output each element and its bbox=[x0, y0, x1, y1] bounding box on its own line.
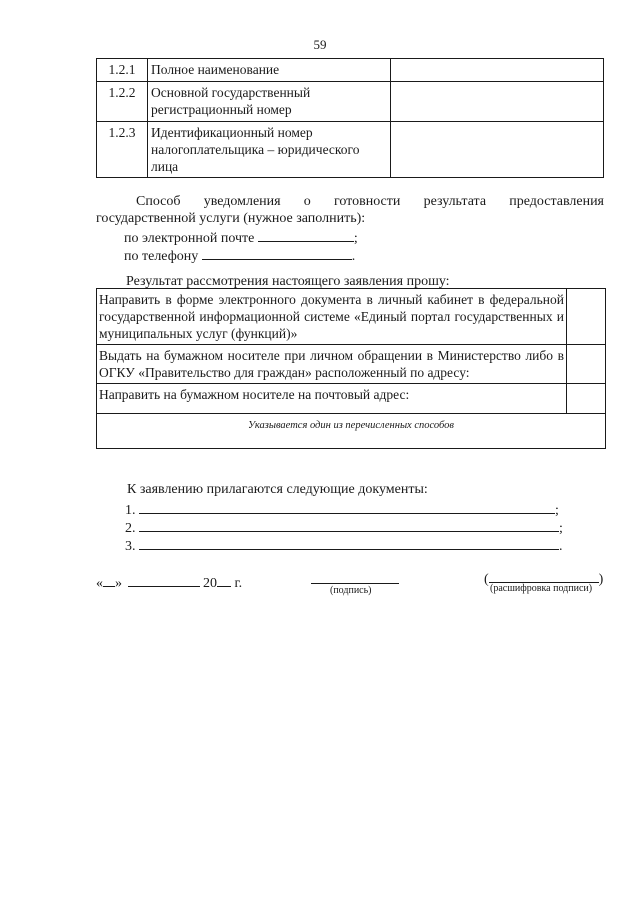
row-value-field[interactable] bbox=[391, 59, 604, 82]
decoding-close: ) bbox=[598, 572, 604, 587]
result-option-label: Выдать на бумажном носителе при личном обращении в Министерство либо в ОГКУ «Правительство для граждан» расположенный по адресу: bbox=[97, 345, 567, 384]
attachment-number: 2. bbox=[125, 521, 136, 536]
attachment-field[interactable] bbox=[139, 518, 559, 532]
row-label: Идентификационный номер налогоплательщика – юридического лица bbox=[148, 122, 391, 178]
attachment-number: 1. bbox=[125, 503, 136, 518]
table-row bbox=[97, 82, 604, 122]
result-option-checkbox[interactable] bbox=[567, 384, 606, 414]
email-row bbox=[124, 228, 358, 247]
attachment-end: ; bbox=[559, 521, 563, 536]
result-option-label: Направить на бумажном носителе на почтовый адрес: bbox=[97, 384, 567, 414]
row-value-field[interactable] bbox=[391, 122, 604, 178]
table-row bbox=[97, 59, 604, 82]
attachment-field[interactable] bbox=[139, 500, 555, 514]
signature-field[interactable] bbox=[311, 570, 399, 584]
result-options-note: Указывается один из перечисленных способов bbox=[97, 414, 606, 449]
date-close-quote: » bbox=[115, 576, 122, 591]
decoding-field[interactable] bbox=[489, 569, 599, 583]
signature-caption: (подпись) bbox=[330, 585, 372, 596]
date-row bbox=[96, 573, 242, 592]
table-row bbox=[97, 345, 606, 384]
row-value-field[interactable] bbox=[391, 82, 604, 122]
table-row bbox=[97, 289, 606, 345]
email-end: ; bbox=[353, 231, 358, 246]
attachment-row bbox=[125, 500, 559, 519]
month-field[interactable] bbox=[128, 573, 200, 587]
day-field[interactable] bbox=[103, 573, 115, 587]
organization-details-table bbox=[96, 58, 604, 178]
result-option-checkbox[interactable] bbox=[567, 345, 606, 384]
decoding-caption: (расшифровка подписи) bbox=[490, 583, 593, 594]
attachment-row bbox=[125, 536, 563, 555]
row-number: 1.2.2 bbox=[97, 82, 148, 122]
phone-row bbox=[124, 246, 355, 265]
date-open-quote: « bbox=[96, 576, 103, 591]
year-field[interactable] bbox=[217, 573, 231, 587]
email-label: по электронной почте bbox=[124, 231, 255, 246]
decoding-open: ( bbox=[484, 572, 489, 587]
attachment-end: . bbox=[559, 539, 563, 554]
notification-method-line1: Способ уведомления о готовности результата предоставления bbox=[136, 194, 604, 209]
result-heading: Результат рассмотрения настоящего заявления прошу: bbox=[126, 274, 450, 289]
row-label: Основной государственный регистрационный номер bbox=[148, 82, 391, 122]
email-field[interactable] bbox=[258, 228, 354, 242]
year-prefix: 20 bbox=[203, 576, 217, 591]
result-options-table bbox=[96, 288, 606, 449]
phone-end: . bbox=[351, 249, 356, 264]
notification-method-line2: государственной услуги (нужное заполнить): bbox=[96, 211, 366, 226]
attachment-field[interactable] bbox=[139, 536, 559, 550]
attachments-heading: К заявлению прилагаются следующие документы: bbox=[127, 482, 428, 497]
page-number: 59 bbox=[313, 37, 327, 52]
phone-field[interactable] bbox=[202, 246, 352, 260]
attachment-row bbox=[125, 518, 563, 537]
year-suffix: г. bbox=[234, 576, 243, 591]
table-row bbox=[97, 384, 606, 414]
table-row bbox=[97, 414, 606, 449]
row-number: 1.2.1 bbox=[97, 59, 148, 82]
row-number: 1.2.3 bbox=[97, 122, 148, 178]
result-option-label: Направить в форме электронного документа в личный кабинет в федеральной государственной информационной системе «Единый портал государственных и муниципальных услуг (функций)» bbox=[97, 289, 567, 345]
result-option-checkbox[interactable] bbox=[567, 289, 606, 345]
attachment-end: ; bbox=[555, 503, 559, 518]
row-label: Полное наименование bbox=[148, 59, 391, 82]
phone-label: по телефону bbox=[124, 249, 199, 264]
attachment-number: 3. bbox=[125, 539, 136, 554]
table-row bbox=[97, 122, 604, 178]
